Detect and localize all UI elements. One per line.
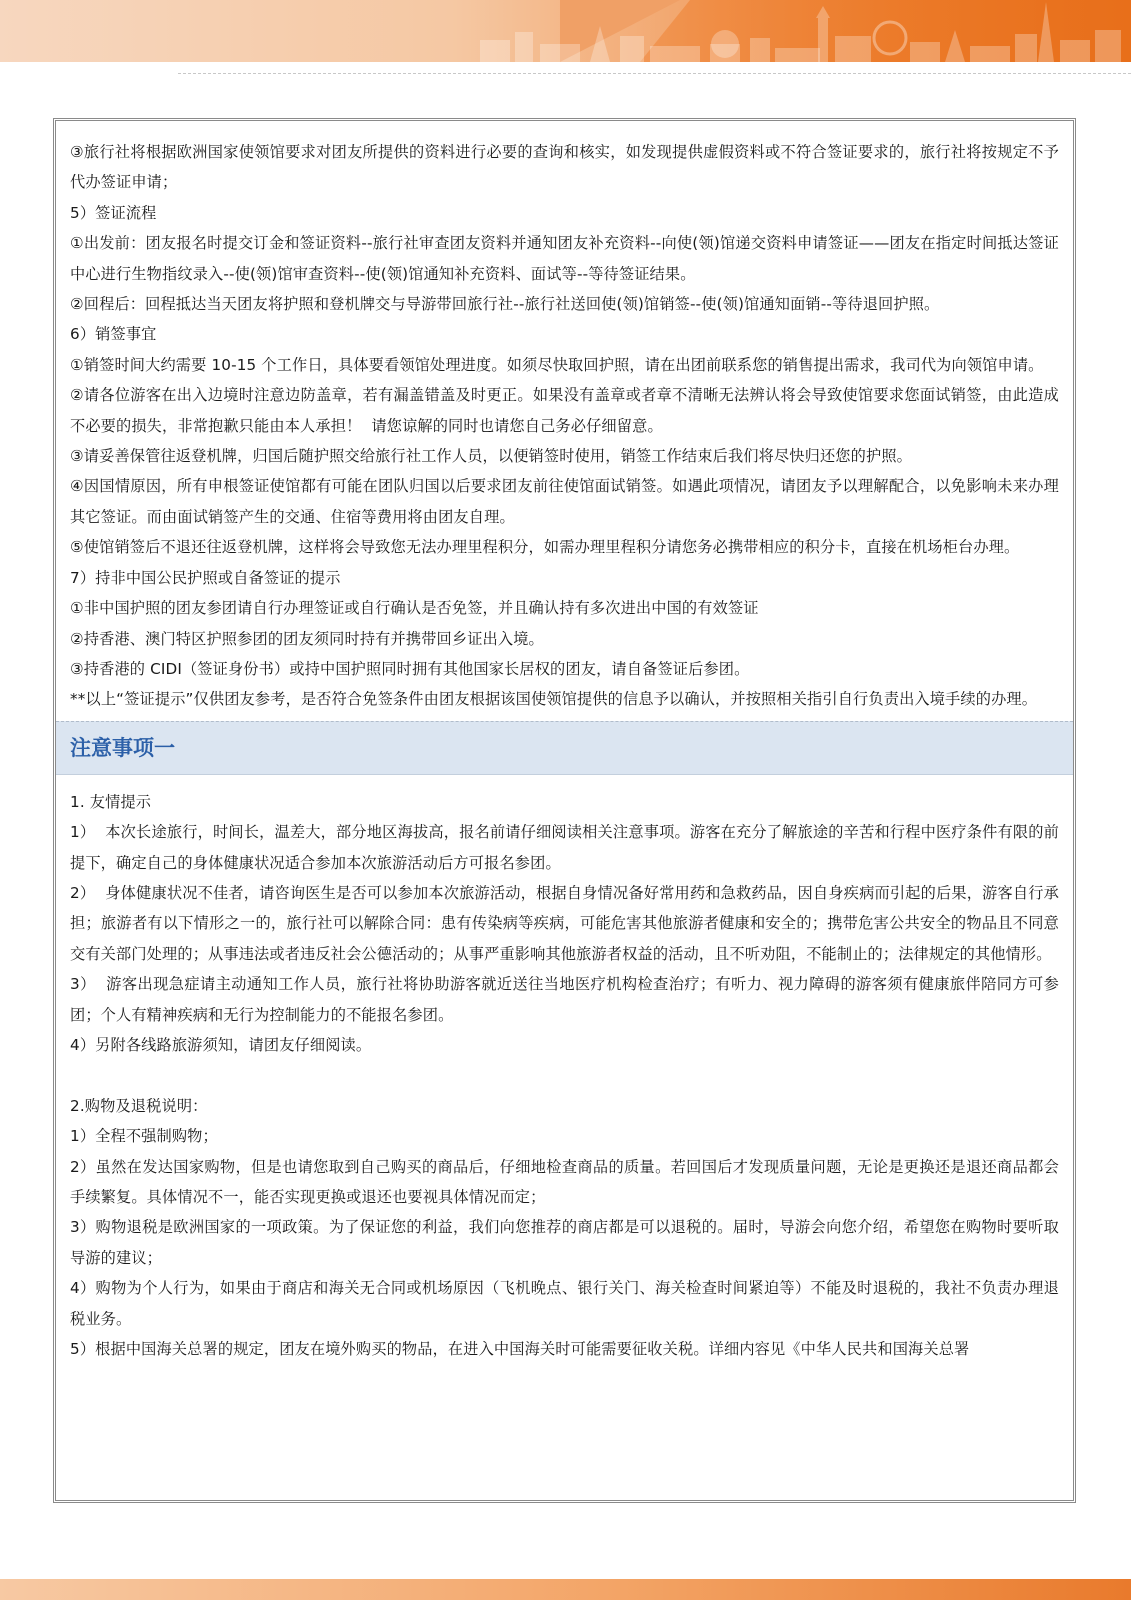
visa-paragraph: ④因国情原因，所有申根签证使馆都有可能在团队归国以后要求团友前往使馆面试销签。如遇此项情况，请团友予以理解配合，以免影响未来办理其它签证。而由面试销签产生的交通、住宿等费用将由团友自理。 bbox=[70, 477, 1059, 526]
visa-paragraph: ③旅行社将根据欧洲国家使领馆要求对团友所提供的资料进行必要的查询和核实，如发现提供虚假资料或不符合签证要求的，旅行社将按规定不予代办签证申请； bbox=[70, 143, 1059, 192]
content-frame bbox=[53, 118, 1076, 1503]
shopping-paragraph: 5）根据中国海关总署的规定，团友在境外购买的物品，在进入中国海关时可能需要征收关税。详细内容见《中华人民共和国海关总署 bbox=[70, 1340, 970, 1359]
shopping-paragraph: 2.购物及退税说明： bbox=[70, 1096, 208, 1115]
visa-paragraph: ②持香港、澳门特区护照参团的团友须同时持有并携带回乡证出入境。 bbox=[70, 629, 544, 648]
shopping-paragraph: 1）全程不强制购物； bbox=[70, 1127, 218, 1146]
section-title-notices: 注意事项一 bbox=[56, 721, 1073, 775]
visa-paragraph: **以上“签证提示”仅供团友参考，是否符合免签条件由团友根据该国使领馆提供的信息予以确认，并按照相关指引自行负责出入境手续的办理。 bbox=[70, 690, 1038, 709]
tips-paragraph: 3） 游客出现急症请主动通知工作人员，旅行社将协助游客就近送往当地医疗机构检查治疗；有听力、视力障碍的游客须有健康旅伴陪同方可参团；个人有精神疾病和无行为控制能力的不能报名参团。 bbox=[70, 975, 1059, 1024]
visa-section bbox=[70, 137, 1059, 715]
tips-paragraph: 2） 身体健康状况不佳者，请咨询医生是否可以参加本次旅游活动，根据自身情况备好常用药和急救药品，因自身疾病而引起的后果，游客自行承担；旅游者有以下情形之一的，旅行社可以解除合同：患有传染病等疾病，可能危害其他旅游者健康和安全的；携带危害公共安全的物品且不同意交有关部门处理的；从事违法或者违反社会公德活动的；从事严重影响其他旅游者权益的活动，且不听劝阻，不能制止的；法律规定的其他情形。 bbox=[70, 883, 1059, 963]
shopping-paragraph: 4）购物为个人行为，如果由于商店和海关无合同或机场原因（飞机晚点、银行关门、海关检查时间紧迫等）不能及时退税的，我社不负责办理退税业务。 bbox=[70, 1279, 1059, 1328]
visa-paragraph: 7）持非中国公民护照或自备签证的提示 bbox=[70, 568, 341, 587]
bottom-banner bbox=[0, 1579, 1131, 1600]
visa-paragraph: 5）签证流程 bbox=[70, 203, 157, 222]
visa-paragraph: ⑤使馆销签后不退还往返登机牌，这样将会导致您无法办理里程积分，如需办理里程积分请您务必携带相应的积分卡，直接在机场柜台办理。 bbox=[70, 538, 1020, 557]
visa-paragraph: ③持香港的 CIDI（签证身份书）或持中国护照同时拥有其他国家长居权的团友，请自备签证后参团。 bbox=[70, 659, 750, 678]
visa-paragraph: 6）销签事宜 bbox=[70, 325, 157, 344]
tips-paragraph: 1. 友情提示 bbox=[70, 792, 152, 811]
banner-dashed-rule bbox=[178, 73, 1131, 75]
top-banner bbox=[0, 0, 1131, 62]
visa-paragraph: ②请各位游客在出入边境时注意边防盖章，若有漏盖错盖及时更正。如果没有盖章或者章不清晰无法辨认将会导致使馆要求您面试销签，由此造成不必要的损失，非常抱歉只能由本人承担！ 请您谅解的同时也请您自己务必仔细留意。 bbox=[70, 386, 1059, 435]
blank-line bbox=[70, 1060, 1059, 1090]
visa-paragraph: ②回程后：回程抵达当天团友将护照和登机牌交与导游带回旅行社--旅行社送回使(领)馆销签--使(领)馆通知面销--等待退回护照。 bbox=[70, 295, 940, 314]
visa-paragraph: ③请妥善保管往返登机牌，归国后随护照交给旅行社工作人员，以便销签时使用，销签工作结束后我们将尽快归还您的护照。 bbox=[70, 447, 912, 466]
notice-section bbox=[70, 787, 1059, 1365]
visa-paragraph: ①非中国护照的团友参团请自行办理签证或自行确认是否免签，并且确认持有多次进出中国的有效签证 bbox=[70, 599, 759, 618]
shopping-paragraph: 2）虽然在发达国家购物，但是也请您取到自己购买的商品后，仔细地检查商品的质量。若回国后才发现质量问题，无论是更换还是退还商品都会手续繁复。具体情况不一，能否实现更换或退还也要视具体情况而定； bbox=[70, 1157, 1059, 1206]
tips-paragraph: 4）另附各线路旅游须知，请团友仔细阅读。 bbox=[70, 1035, 372, 1054]
visa-paragraph: ①出发前：团友报名时提交订金和签证资料--旅行社审查团友资料并通知团友补充资料--向使(领)馆递交资料申请签证——团友在指定时间抵达签证中心进行生物指纹录入--使(领)馆审查资料--使(领)馆通知补充资料、面试等--等待签证结果。 bbox=[70, 234, 1059, 283]
city-skyline-illustration bbox=[440, 0, 1131, 62]
tips-paragraph: 1） 本次长途旅行，时间长，温差大，部分地区海拔高，报名前请仔细阅读相关注意事项。游客在充分了解旅途的辛苦和行程中医疗条件有限的前提下，确定自己的身体健康状况适合参加本次旅游活动后方可报名参团。 bbox=[70, 823, 1059, 872]
shopping-paragraph: 3）购物退税是欧洲国家的一项政策。为了保证您的利益，我们向您推荐的商店都是可以退税的。届时，导游会向您介绍，希望您在购物时要听取导游的建议； bbox=[70, 1218, 1059, 1267]
visa-paragraph: ①销签时间大约需要 10-15 个工作日，具体要看领馆处理进度。如须尽快取回护照，请在出团前联系您的销售提出需求，我司代为向领馆申请。 bbox=[70, 355, 1044, 374]
